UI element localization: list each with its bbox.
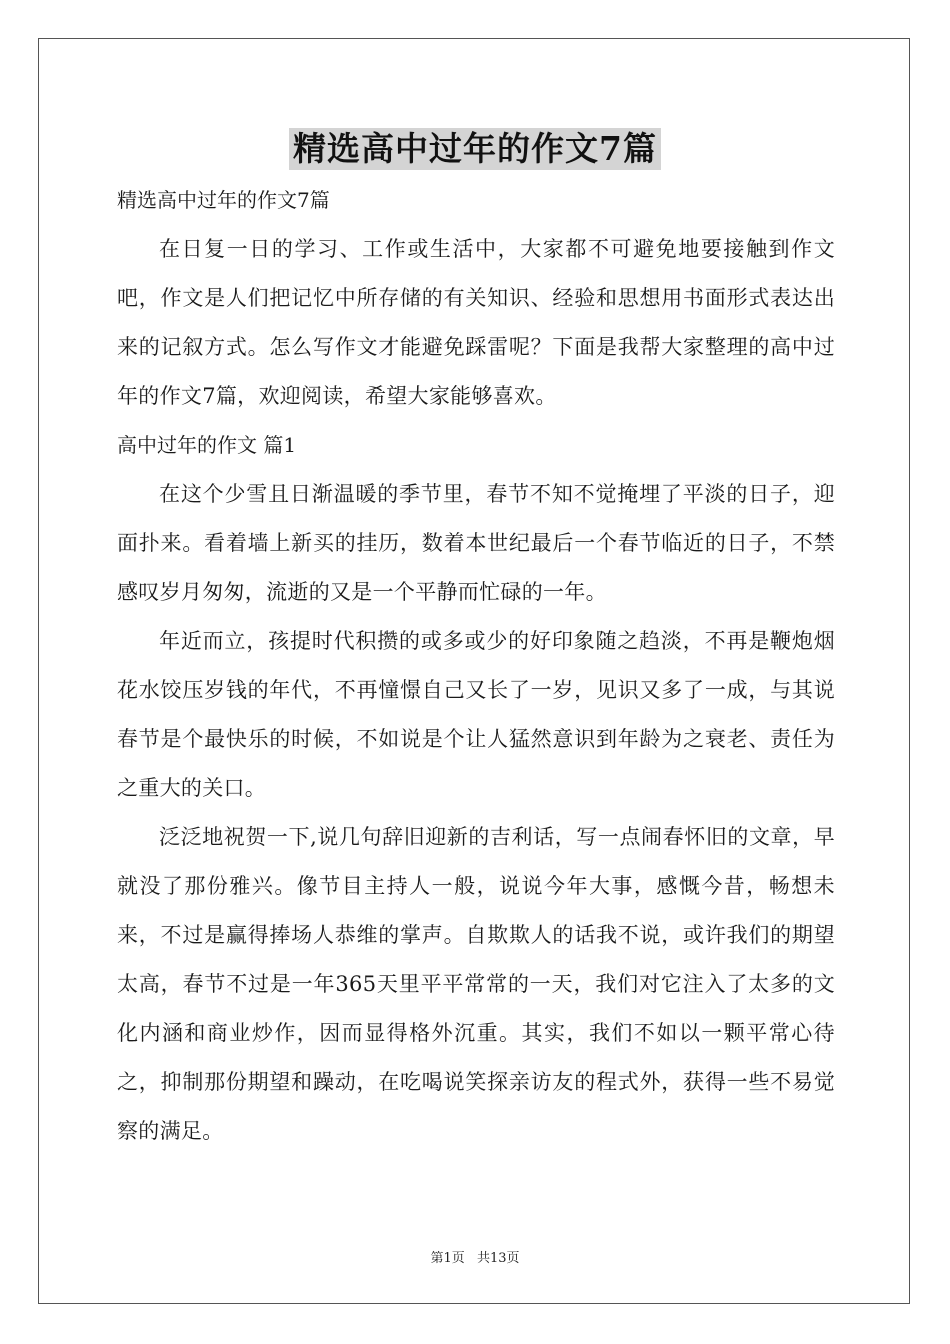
- document-title-text: 精选高中过年的作文7篇: [289, 128, 661, 170]
- document-title: [0, 128, 950, 170]
- page-footer: [0, 1247, 950, 1266]
- body-paragraph-3: 泛泛地祝贺一下,说几句辞旧迎新的吉利话，写一点闹春怀旧的文章，早就没了那份雅兴。像节目主持人一般，说说今年大事，感慨今昔，畅想未来，不过是赢得捧场人恭维的掌声。自欺欺人的话我不说，或许我们的期望太高，春节不过是一年365天里平平常常的一天，我们对它注入了太多的文化内涵和商业炒作，因而显得格外沉重。其实，我们不如以一颗平常心待之，抑制那份期望和躁动，在吃喝说笑探亲访友的程式外，获得一些不易觉察的满足。: [117, 825, 835, 1143]
- page-number: 第1页: [430, 1251, 465, 1266]
- body-paragraph-1: 在这个少雪且日渐温暖的季节里，春节不知不觉掩埋了平淡的日子，迎面扑来。看着墙上新买的挂历，数着本世纪最后一个春节临近的日子，不禁感叹岁月匆匆，流逝的又是一个平静而忙碌的一年。: [117, 482, 835, 604]
- document-subtitle: 精选高中过年的作文7篇: [117, 188, 330, 212]
- document-body: [117, 176, 835, 1156]
- body-paragraph-2: 年近而立，孩提时代积攒的或多或少的好印象随之趋淡，不再是鞭炮烟花水饺压岁钱的年代，不再憧憬自己又长了一岁，见识又多了一成，与其说春节是个最快乐的时候，不如说是个让人猛然意识到年龄为之衰老、责任为之重大的关口。: [117, 629, 835, 800]
- intro-paragraph: 在日复一日的学习、工作或生活中，大家都不可避免地要接触到作文吧，作文是人们把记忆中所存储的有关知识、经验和思想用书面形式表达出来的记叙方式。怎么写作文才能避免踩雷呢？下面是我帮大家整理的高中过年的作文7篇，欢迎阅读，希望大家能够喜欢。: [117, 237, 835, 408]
- page-total: 共13页: [476, 1251, 520, 1266]
- section-heading: 高中过年的作文 篇1: [117, 433, 297, 457]
